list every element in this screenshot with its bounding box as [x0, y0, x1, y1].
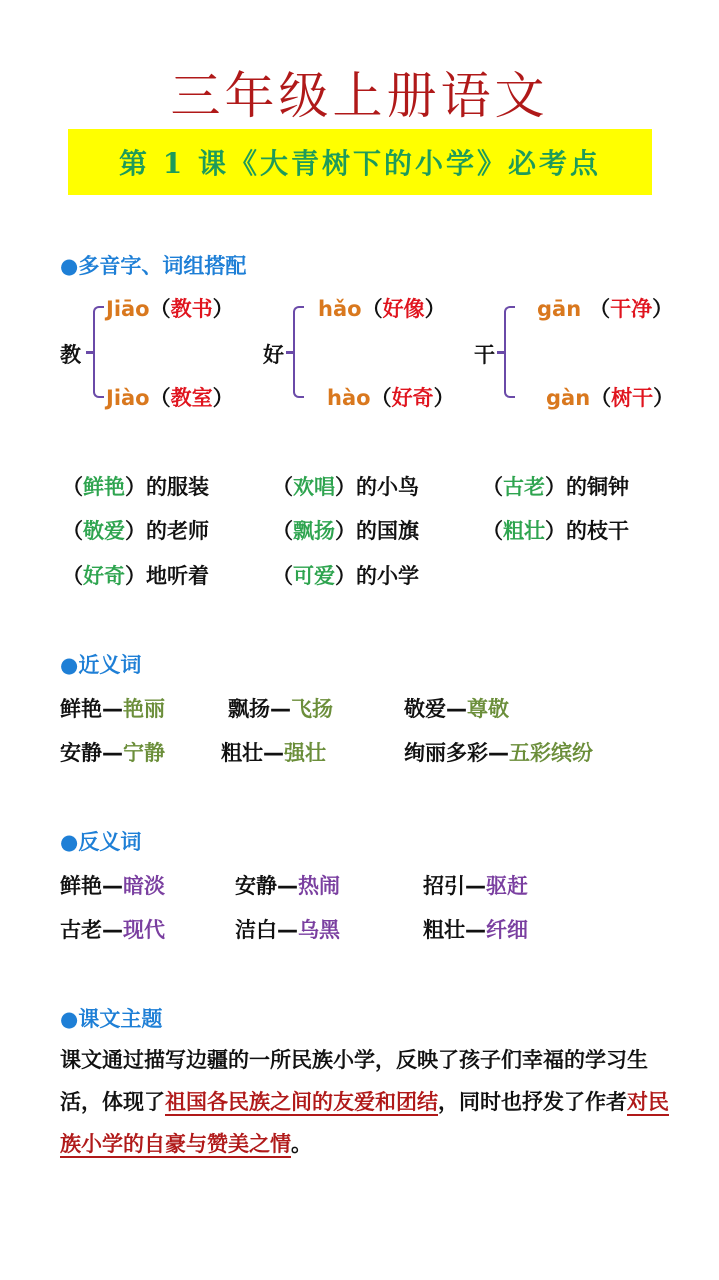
phrase-rest: 的国旗 — [356, 519, 419, 543]
polyphone-bottom-row — [106, 382, 234, 412]
polyphone-top-row — [106, 293, 234, 323]
word: 干净 — [610, 297, 653, 321]
paren: （ — [272, 519, 293, 543]
phrase-rest: 的枝干 — [566, 519, 629, 543]
pinyin: Jiào — [106, 386, 150, 410]
paren: （ — [62, 519, 83, 543]
word-a: 粗壮— — [221, 741, 284, 765]
phrase-item — [272, 560, 419, 590]
paren: ） — [424, 297, 446, 321]
phrase-item — [62, 560, 209, 590]
phrase-item — [62, 471, 209, 501]
phrase-word: 飘扬 — [293, 519, 335, 543]
paren: （ — [149, 386, 171, 410]
pinyin: hǎo — [318, 297, 362, 321]
phrase-item — [482, 471, 629, 501]
synonym-pair — [60, 693, 165, 723]
word-a: 敬爱— — [404, 697, 467, 721]
theme-emphasis: 祖国各民族之间的友爱和团结 — [165, 1090, 438, 1114]
word-b: 暗淡 — [123, 874, 165, 898]
paren: ） — [335, 475, 356, 499]
pinyin: gān — [537, 297, 582, 321]
bracket-shape — [293, 306, 304, 398]
synonym-pair — [228, 693, 333, 723]
paren: （ — [149, 297, 171, 321]
synonym-pair — [221, 737, 326, 767]
antonym-pair — [235, 870, 340, 900]
word-a: 飘扬— — [228, 697, 291, 721]
word-a: 安静— — [235, 874, 298, 898]
phrase-word: 鲜艳 — [83, 475, 125, 499]
phrase-word: 欢唱 — [293, 475, 335, 499]
phrase-rest: 的小学 — [356, 564, 419, 588]
word-b: 热闹 — [298, 874, 340, 898]
word-a: 古老— — [60, 918, 123, 942]
word: 好像 — [382, 297, 425, 321]
pinyin: Jiāo — [106, 297, 150, 321]
paren: ） — [652, 297, 674, 321]
antonym-pair — [235, 914, 340, 944]
paren: ） — [545, 519, 566, 543]
antonym-pair — [60, 870, 165, 900]
page-title: 三年级上册语文 — [170, 67, 549, 125]
word-b: 飞扬 — [291, 697, 333, 721]
word-a: 绚丽多彩— — [404, 741, 509, 765]
paren: （ — [589, 297, 611, 321]
word-a: 鲜艳— — [60, 697, 123, 721]
lesson-banner-text: 第 1 课《大青树下的小学》必考点 — [119, 147, 601, 180]
theme-text: 。 — [291, 1132, 312, 1156]
word-a: 安静— — [60, 741, 123, 765]
word-a: 洁白— — [235, 918, 298, 942]
theme-paragraph — [60, 1039, 670, 1165]
paren: （ — [62, 564, 83, 588]
polyphone-top-row — [537, 293, 673, 323]
word-a: 鲜艳— — [60, 874, 123, 898]
synonym-pair — [404, 737, 593, 767]
theme-text: 课文通过描写边疆的一所民族小学，反映了孩子们幸福的学习生活，体现了 — [60, 1048, 648, 1114]
word-b: 纤细 — [486, 918, 528, 942]
section-heading-antonyms: ●反义词 — [60, 830, 142, 854]
word-b: 驱赶 — [486, 874, 528, 898]
paren: （ — [590, 386, 612, 410]
polyphone-top-row — [318, 293, 446, 323]
paren: ） — [433, 386, 455, 410]
paren: ） — [335, 519, 356, 543]
section-heading-theme: ●课文主题 — [60, 1007, 163, 1031]
paren: （ — [272, 564, 293, 588]
bracket-tick — [286, 351, 293, 354]
polyphone-char: 好 — [263, 343, 284, 367]
word-b: 强壮 — [284, 741, 326, 765]
bracket-tick — [86, 351, 93, 354]
paren: ） — [125, 475, 146, 499]
antonym-pair — [423, 870, 528, 900]
phrase-word: 好奇 — [83, 564, 125, 588]
paren: （ — [272, 475, 293, 499]
section-heading-synonyms: ●近义词 — [60, 653, 142, 677]
word-b: 宁静 — [123, 741, 165, 765]
word-b: 五彩缤纷 — [509, 741, 593, 765]
paren: （ — [62, 475, 83, 499]
paren: ） — [125, 519, 146, 543]
bracket-shape — [93, 306, 104, 398]
synonym-pair — [404, 693, 509, 723]
phrase-item — [272, 471, 419, 501]
word: 教书 — [170, 297, 213, 321]
word-a: 招引— — [423, 874, 486, 898]
bracket-tick — [497, 351, 504, 354]
phrase-word: 敬爱 — [83, 519, 125, 543]
word-a: 粗壮— — [423, 918, 486, 942]
paren: ） — [653, 386, 675, 410]
lesson-banner — [68, 129, 652, 195]
word: 树干 — [611, 386, 654, 410]
paren: ） — [545, 475, 566, 499]
antonym-pair — [60, 914, 165, 944]
word: 教室 — [170, 386, 213, 410]
phrase-rest: 地听着 — [146, 564, 209, 588]
phrase-rest: 的服装 — [146, 475, 209, 499]
paren: ） — [212, 297, 234, 321]
phrase-rest: 的老师 — [146, 519, 209, 543]
polyphone-bottom-row — [546, 382, 674, 412]
pinyin: gàn — [546, 386, 591, 410]
bracket-shape — [504, 306, 515, 398]
phrase-rest: 的小鸟 — [356, 475, 419, 499]
polyphone-char: 教 — [60, 343, 81, 367]
paren: ） — [335, 564, 356, 588]
phrase-word: 粗壮 — [503, 519, 545, 543]
polyphone-char: 干 — [474, 343, 495, 367]
phrase-word: 可爱 — [293, 564, 335, 588]
phrase-item — [62, 515, 209, 545]
polyphone-bottom-row — [327, 382, 455, 412]
phrase-item — [272, 515, 419, 545]
synonym-pair — [60, 737, 165, 767]
word-b: 乌黑 — [298, 918, 340, 942]
paren: （ — [370, 386, 392, 410]
antonym-pair — [423, 914, 528, 944]
word-b: 艳丽 — [123, 697, 165, 721]
phrase-item — [482, 515, 629, 545]
paren: （ — [482, 519, 503, 543]
phrase-rest: 的铜钟 — [566, 475, 629, 499]
paren: （ — [361, 297, 383, 321]
section-heading-polyphone: ●多音字、词组搭配 — [60, 254, 247, 278]
paren: ） — [212, 386, 234, 410]
word-b: 尊敬 — [467, 697, 509, 721]
theme-emphasis: 对民族小学的自豪与赞美之情 — [60, 1090, 669, 1156]
word-b: 现代 — [123, 918, 165, 942]
phrase-word: 古老 — [503, 475, 545, 499]
word: 好奇 — [391, 386, 434, 410]
paren: ） — [125, 564, 146, 588]
paren: （ — [482, 475, 503, 499]
pinyin: hào — [327, 386, 371, 410]
theme-text: ，同时也抒发了作者 — [438, 1090, 627, 1114]
